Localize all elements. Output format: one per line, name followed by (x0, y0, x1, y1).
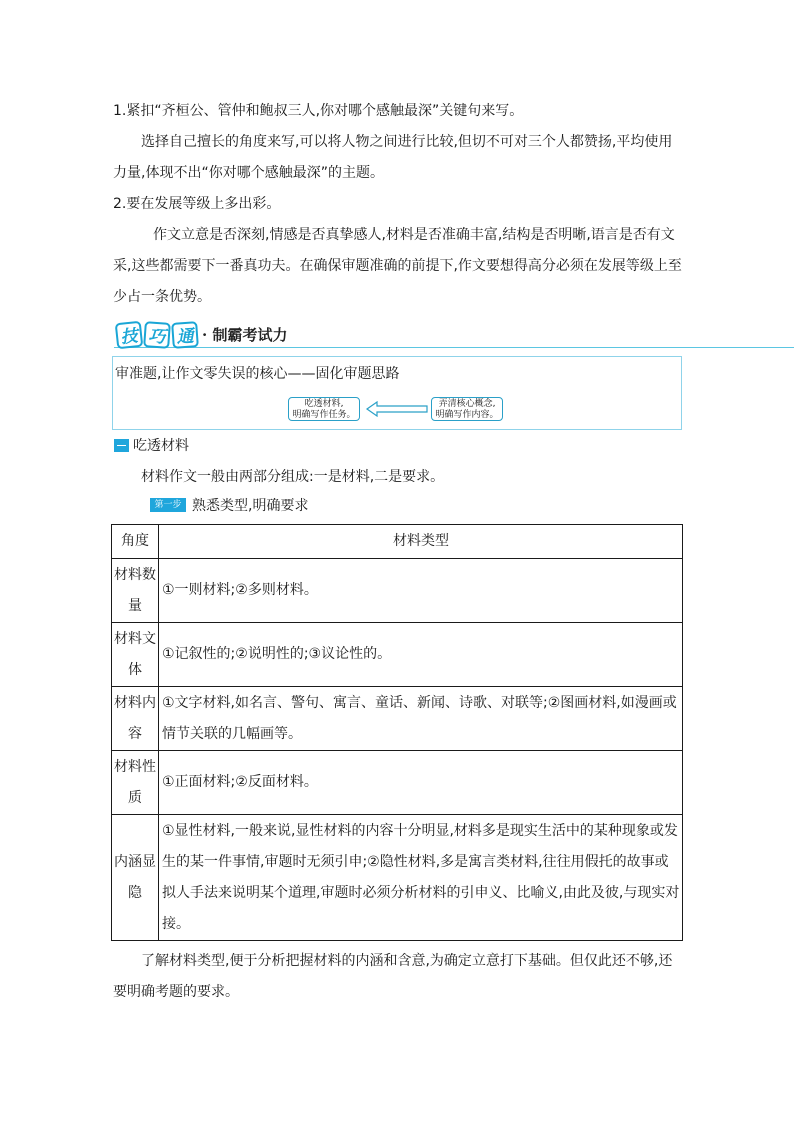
section-number-icon (114, 439, 129, 452)
table-row (112, 559, 683, 623)
left-arrow-icon (365, 401, 429, 417)
table-row (112, 623, 683, 687)
table-cell-content: ①文字材料,如名言、警句、寓言、童话、新闻、诗歌、对联等;②图画材料,如漫画或情节关联的几幅画等。 (159, 687, 683, 751)
paragraph-point-2-detail: 作文立意是否深刻,情感是否真挚感人,材料是否准确丰富,结构是否明晰,语言是否有文采,这些都需要下一番真功夫。在确保审题准确的前提下,作文要想得高分必须在发展等级上至少占一条优势。 (113, 227, 682, 305)
banner-badge-1: 技 (115, 321, 144, 350)
table-cell-angle: 材料数量 (112, 559, 159, 623)
closing-paragraph: 了解材料类型,便于分析把握材料的内涵和含意,为确定立意打下基础。但仅此还不够,还要明确考题的要求。 (113, 953, 673, 1000)
flow-box-left-line-2: 明确写作任务。 (292, 410, 356, 420)
paragraph-point-1: 1.紧扣“齐桓公、管仲和鲍叔三人,你对哪个感触最深”关键句来写。 (113, 103, 524, 119)
table-cell-angle: 材料性质 (112, 751, 159, 815)
table-row (112, 815, 683, 941)
table-cell-content: ①一则材料;②多则材料。 (159, 559, 683, 623)
table-cell-angle: 材料文体 (112, 623, 159, 687)
table-cell-angle: 内涵显隐 (112, 815, 159, 941)
section-title: 吃透材料 (133, 438, 189, 454)
step-title: 熟悉类型,明确要求 (192, 498, 309, 514)
flow-box-left-line-1: 吃透材料, (304, 399, 344, 409)
table-header-angle: 角度 (112, 525, 159, 559)
table-cell-content: ①显性材料,一般来说,显性材料的内容十分明显,材料多是现实生活中的某种现象或发生的某一件事情,审题时无须引申;②隐性材料,多是寓言类材料,往往用假托的故事或拟人手法来说明某个道理,审题时必须分析材料的引申义、比喻义,由此及彼,与现实对接。 (159, 815, 683, 941)
flow-box-left (288, 397, 360, 421)
flow-box-right-line-1: 弄清核心概念, (438, 399, 496, 409)
section-intro: 材料作文一般由两部分组成:一是材料,二是要求。 (141, 469, 445, 485)
banner-rule (114, 347, 794, 348)
table-row (112, 751, 683, 815)
banner-badge-3: 通 (171, 321, 199, 349)
table-row (112, 687, 683, 751)
table-cell-content: ①正面材料;②反面材料。 (159, 751, 683, 815)
flow-box-right (431, 397, 503, 421)
method-box-title: 审准题,让作文零失误的核心——固化审题思路 (115, 366, 400, 382)
step-tag: 第一步 (150, 498, 186, 512)
table-header-type: 材料类型 (159, 525, 683, 559)
flow-box-right-line-2: 明确写作内容。 (435, 410, 499, 420)
skill-banner (114, 320, 794, 352)
paragraph-point-1-detail: 选择自己擅长的角度来写,可以将人物之间进行比较,但切不可对三个人都赞扬,平均使用力量,体现不出“你对哪个感触最深”的主题。 (113, 134, 673, 181)
table-cell-content: ①记叙性的;②说明性的;③议论性的。 (159, 623, 683, 687)
material-type-table (111, 524, 683, 941)
method-box (112, 356, 682, 430)
table-cell-angle: 材料内容 (112, 687, 159, 751)
banner-title: · 制霸考试力 (202, 326, 288, 344)
paragraph-point-2: 2.要在发展等级上多出彩。 (113, 196, 281, 212)
table-header-row (112, 525, 683, 559)
banner-badge-2: 巧 (143, 321, 171, 349)
